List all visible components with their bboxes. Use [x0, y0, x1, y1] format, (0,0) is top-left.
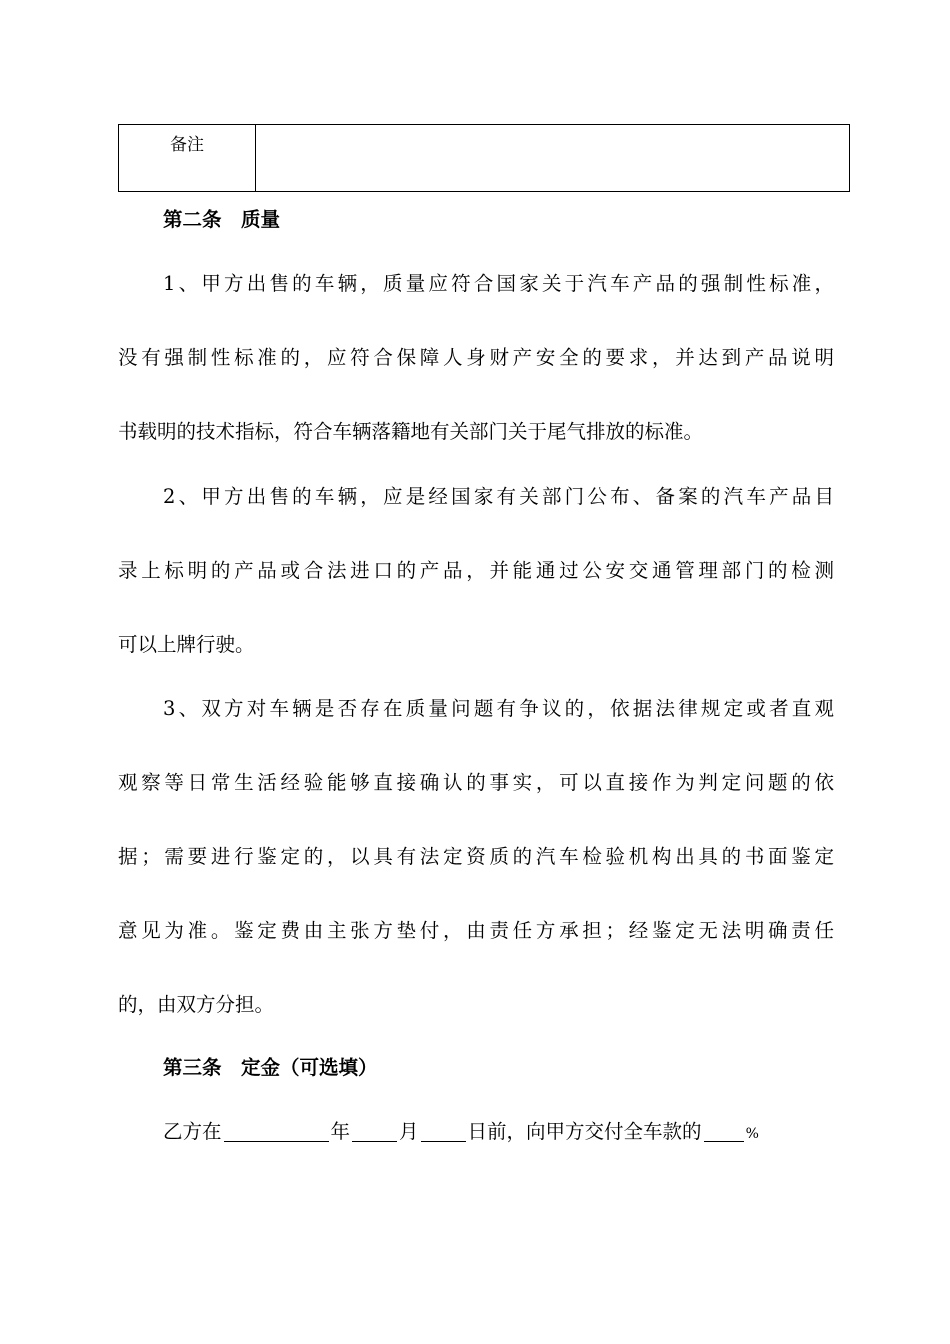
deposit-percent-blank[interactable]	[704, 1119, 744, 1142]
deposit-percent-sign: %	[745, 1126, 759, 1142]
article-2-p1-line-2: 没有强制性标准的，应符合保障人身财产安全的要求，并达到产品说明	[118, 346, 834, 369]
deposit-line	[163, 1118, 834, 1148]
article-2-p2-line-2: 录上标明的产品或合法进口的产品，并能通过公安交通管理部门的检测	[118, 559, 834, 582]
article-2-p1-line-1: 1、甲方出售的车辆，质量应符合国家关于汽车产品的强制性标准，	[163, 272, 834, 295]
article-2-p3-line-2: 观察等日常生活经验能够直接确认的事实，可以直接作为判定问题的依	[118, 771, 834, 794]
deposit-text-2: 年	[330, 1120, 351, 1143]
article-2-p1-line-3: 书载明的技术指标，符合车辆落籍地有关部门关于尾气排放的标准。	[118, 420, 704, 443]
deposit-month-blank[interactable]	[352, 1119, 397, 1142]
deposit-text-3: 月	[399, 1120, 419, 1143]
deposit-day-blank[interactable]	[421, 1119, 466, 1142]
article-2-p3-line-3: 据；需要进行鉴定的，以具有法定资质的汽车检验机构出具的书面鉴定	[118, 845, 834, 868]
article-2-p3-line-4: 意见为准。鉴定费由主张方垫付，由责任方承担；经鉴定无法明确责任	[118, 919, 834, 942]
article-2-p3-line-5: 的，由双方分担。	[118, 993, 275, 1016]
deposit-text-4: 日前，向甲方交付全车款的	[467, 1120, 702, 1143]
article-2-heading: 第二条 质量	[163, 208, 281, 231]
article-3-heading: 第三条 定金（可选填）	[163, 1056, 378, 1079]
remarks-table	[118, 124, 850, 192]
article-2-p2-line-3: 可以上牌行驶。	[118, 633, 255, 656]
deposit-text-1: 乙方在	[163, 1120, 222, 1143]
remarks-label: 备注	[119, 125, 256, 191]
deposit-year-blank[interactable]	[224, 1119, 329, 1142]
article-2-p3-line-1: 3、双方对车辆是否存在质量问题有争议的，依据法律规定或者直观	[163, 697, 834, 720]
remarks-value	[256, 125, 849, 191]
article-2-p2-line-1: 2、甲方出售的车辆，应是经国家有关部门公布、备案的汽车产品目	[163, 485, 834, 508]
